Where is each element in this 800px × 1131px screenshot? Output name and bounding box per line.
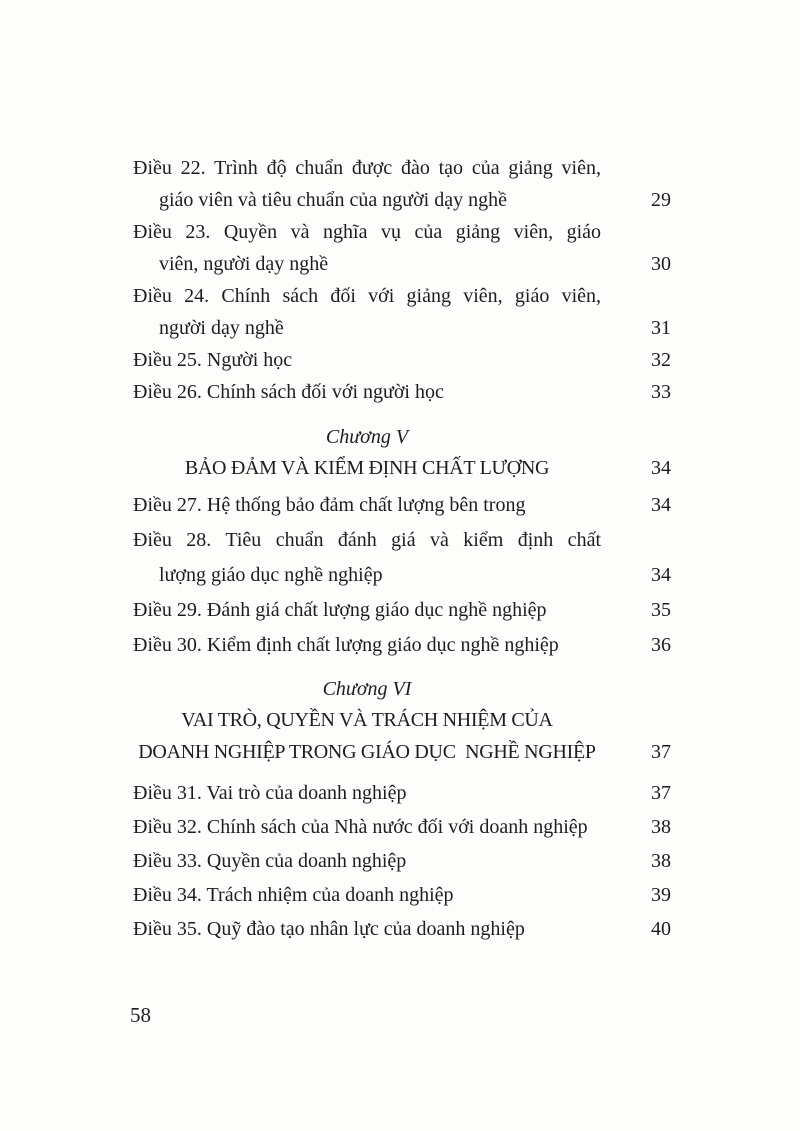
toc-entry-line [133,488,671,523]
toc-section-articles-27-30 [133,488,671,663]
toc-entry-text: Điều 31. Vai trò của doanh nghiệp [133,782,407,804]
chapter-vi-page-number: 37 [651,741,671,763]
toc-entry-text: Điều 24. Chính sách đối với giảng viên, giáo viên, [133,285,601,307]
chapter-vi-title: VAI TRÒ, QUYỀN VÀ TRÁCH NHIỆM CỦA [181,709,553,731]
toc-entry-text: Điều 35. Quỹ đào tạo nhân lực của doanh nghiệp [133,918,525,940]
toc-entry-line [133,628,671,663]
toc-entry-text: Điều 26. Chính sách đối với người học [133,381,444,403]
toc-entry-text: Điều 33. Quyền của doanh nghiệp [133,850,407,872]
toc-entry-page-number: 29 [651,189,671,211]
toc-entry-page-number: 36 [651,634,671,656]
toc-entry-page-number: 34 [651,494,671,516]
toc-entry-text: lượng giáo dục nghề nghiệp [159,564,383,586]
toc-entry-text: Điều 23. Quyền và nghĩa vụ của giảng viên, giáo [133,221,601,243]
chapter-v-title: BẢO ĐẢM VÀ KIỂM ĐỊNH CHẤT LƯỢNG [184,457,550,479]
chapter-v-page-number: 34 [651,457,671,479]
toc-entry [133,280,671,344]
toc-entry-line [133,593,671,628]
toc-entry-text: Điều 25. Người học [133,349,293,371]
toc-entry-page-number: 37 [651,782,671,804]
toc-entry-page-number: 32 [651,349,671,371]
toc-entry [133,523,671,593]
chapter-v-label: Chương V [325,426,409,448]
toc-section-articles-22-26 [133,152,671,408]
toc-entry-line [133,280,671,312]
toc-entry-line [133,878,671,912]
toc-entry-line [133,523,671,558]
toc-entry [133,216,671,280]
toc-entry-line [133,810,671,844]
toc-entry [133,628,671,663]
toc-entry [133,810,671,844]
toc-entry [133,344,671,376]
chapter-vi-title-line-2 [133,736,671,768]
toc-entry-page-number: 33 [651,381,671,403]
toc-entry-page-number: 38 [651,850,671,872]
toc-entry-line [133,184,671,216]
toc-entry-page-number: 35 [651,599,671,621]
toc-entry-text: Điều 34. Trách nhiệm của doanh nghiệp [133,884,454,906]
toc-entry-text: giáo viên và tiêu chuẩn của người dạy nghề [159,189,507,211]
toc-entry-text: Điều 29. Đánh giá chất lượng giáo dục nghề nghiệp [133,599,547,621]
chapter-v-heading [133,422,671,484]
chapter-vi-title: DOANH NGHIỆP TRONG GIÁO DỤC NGHỀ NGHIỆP [138,741,596,763]
toc-entry [133,878,671,912]
toc-entry [133,776,671,810]
chapter-v-title-line [133,452,671,484]
chapter-vi-label: Chương VI [322,678,412,700]
toc-entry-page-number: 40 [651,918,671,940]
chapter-vi-title-line-1 [133,704,671,736]
toc-entry [133,376,671,408]
toc-section-articles-31-35 [133,776,671,946]
toc-entry-text: Điều 28. Tiêu chuẩn đánh giá và kiểm định chất [133,529,601,551]
toc-entry-line [133,376,671,408]
table-of-contents [133,152,671,946]
toc-entry-page-number: 31 [651,317,671,339]
toc-entry-page-number: 30 [651,253,671,275]
toc-entry-line [133,912,671,946]
chapter-vi-heading [133,674,671,768]
toc-entry-text: Điều 30. Kiểm định chất lượng giáo dục nghề nghiệp [133,634,559,656]
toc-entry-line [133,216,671,248]
toc-entry-line [133,844,671,878]
toc-entry-text: viên, người dạy nghề [159,253,329,275]
toc-entry [133,488,671,523]
toc-entry-line [133,776,671,810]
toc-entry-line [133,558,671,593]
toc-entry-page-number: 39 [651,884,671,906]
toc-entry-page-number: 34 [651,564,671,586]
toc-entry-line [133,312,671,344]
toc-entry-text: Điều 32. Chính sách của Nhà nước đối với doanh nghiệp [133,816,588,838]
toc-entry-page-number: 38 [651,816,671,838]
toc-entry [133,844,671,878]
toc-entry [133,912,671,946]
toc-entry-line [133,248,671,280]
toc-entry [133,152,671,216]
toc-entry-text: Điều 22. Trình độ chuẩn được đào tạo của giảng viên, [133,157,601,179]
toc-entry-text: Điều 27. Hệ thống bảo đảm chất lượng bên trong [133,494,526,516]
toc-entry-line [133,344,671,376]
toc-entry-line [133,152,671,184]
folio-page-number: 58 [130,1003,151,1027]
toc-entry-text: người dạy nghề [159,317,284,339]
toc-entry [133,593,671,628]
